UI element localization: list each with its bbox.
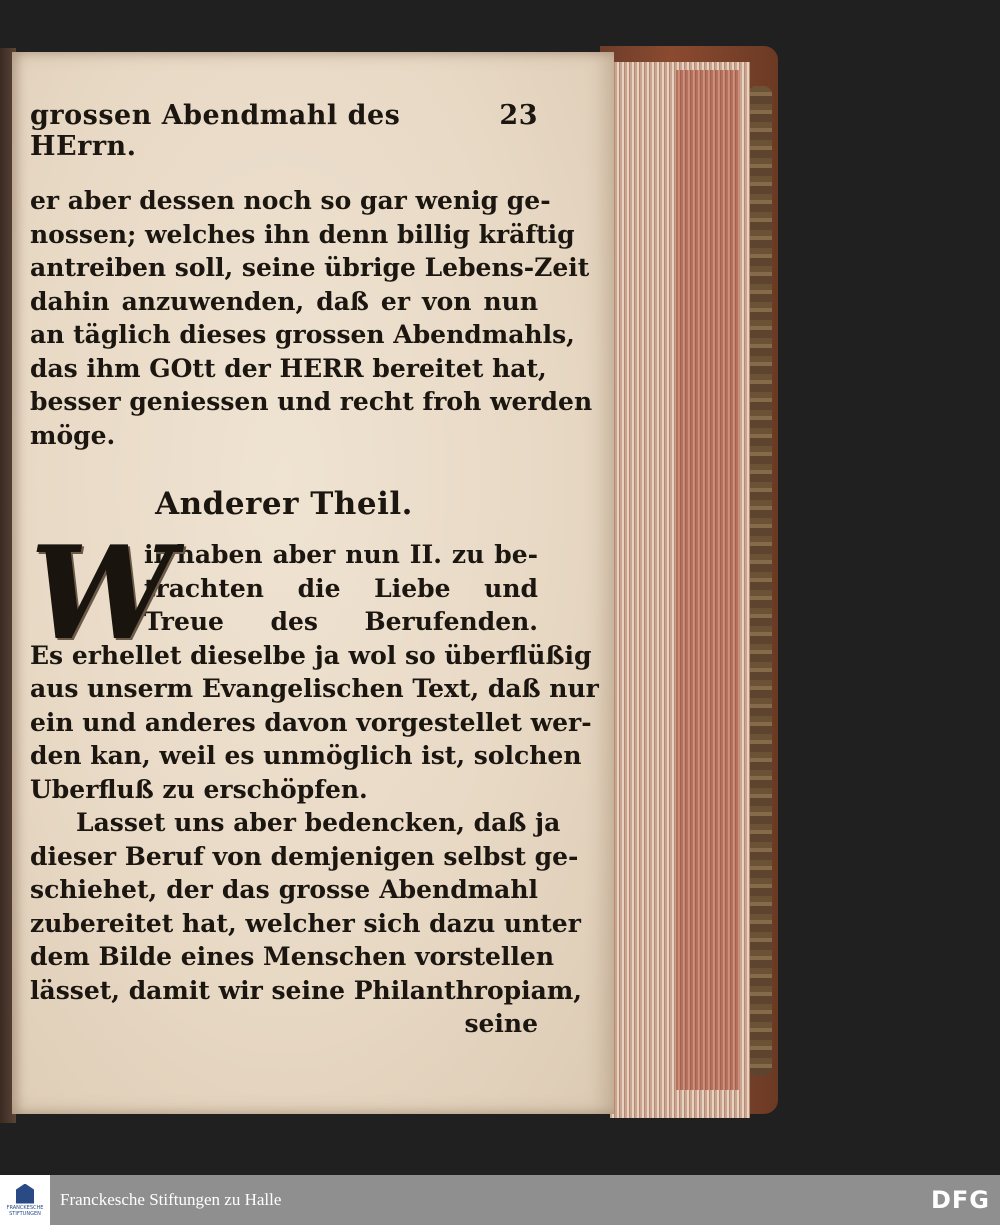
text-line: nossen; welches ihn denn billig kräftig — [30, 219, 575, 249]
text-line: Es erhellet dieselbe ja wol so überflüßig — [30, 640, 592, 670]
text-line: besser geniessen und recht froh werden — [30, 387, 593, 416]
logo-text-line-2: STIFTUNGEN — [9, 1210, 41, 1217]
footer-institution-title: Franckesche Stiftungen zu Halle — [60, 1190, 282, 1209]
text-line: dahin anzuwenden, daß er von nun — [30, 286, 538, 316]
page-text-block — [30, 100, 599, 1041]
book-page — [12, 52, 614, 1114]
text-line: antreiben soll, seine übrige Lebens-Zeit — [30, 253, 590, 282]
logo-text — [7, 1205, 44, 1217]
text-line: ein und anderes davon vorgestellet wer- — [30, 707, 592, 737]
text-line: Treue des Berufenden. — [144, 607, 538, 636]
paragraph — [30, 806, 582, 1041]
logo-emblem-icon — [16, 1184, 34, 1204]
text-line: zubereitet hat, welcher sich dazu unter — [30, 908, 581, 938]
franckesche-stiftungen-logo[interactable] — [0, 1175, 50, 1225]
paragraph-continuation — [30, 184, 593, 452]
page-number: 23 — [499, 100, 538, 131]
text-line: Uberfluß zu erschöpfen. — [30, 774, 368, 804]
text-line: dem Bilde eines Menschen vorstellen — [30, 942, 555, 971]
text-line: das ihm GOtt der HERR bereitet hat, — [30, 353, 547, 383]
page-edges-red-stain — [676, 70, 740, 1090]
running-head — [30, 100, 538, 162]
text-line: lässet, damit wir seine Philanthropiam, — [30, 975, 582, 1005]
text-line: aus unserm Evangelischen Text, daß nur — [30, 674, 599, 703]
catchword: seine — [464, 1009, 538, 1038]
paragraph-with-initial — [30, 519, 599, 806]
text-line: an täglich dieses grossen Abendmahls, — [30, 320, 575, 349]
running-head-title: grossen Abendmahl des HErrn. — [30, 100, 401, 162]
text-line: den kan, weil es unmöglich ist, solchen — [30, 741, 582, 770]
logo-text-line-1: FRANCKESCHE — [6, 1204, 44, 1211]
section-heading: Anderer Theil. — [155, 486, 413, 522]
text-line: trachten die Liebe und — [144, 573, 538, 603]
decorative-initial: W — [30, 519, 174, 669]
text-line: Lasset uns aber bedencken, daß ja — [76, 808, 561, 837]
text-line: dieser Beruf von demjenigen selbst ge- — [30, 841, 579, 871]
text-line: er aber dessen noch so gar wenig ge- — [30, 186, 551, 215]
footer-bar — [0, 1175, 1000, 1225]
text-line: ir haben aber nun II. zu be- — [144, 540, 538, 569]
text-line: möge. — [30, 420, 116, 450]
dfg-logo[interactable]: DFG — [930, 1186, 990, 1214]
book-spine-texture — [748, 86, 772, 1076]
text-line: schiehet, der das grosse Abendmahl — [30, 875, 538, 904]
